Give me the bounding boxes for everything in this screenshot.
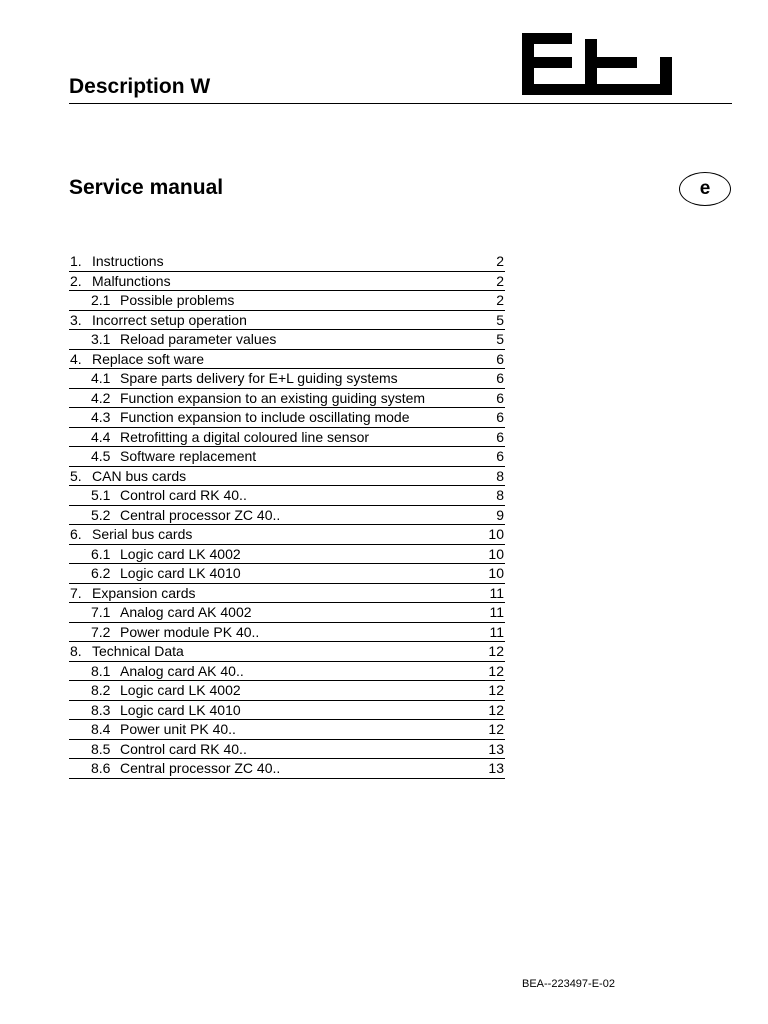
toc-entry-page: 12 bbox=[488, 721, 504, 738]
toc-entry-number: 5.2 bbox=[91, 506, 111, 523]
toc-entry[interactable] bbox=[69, 720, 505, 740]
toc-entry-page: 6 bbox=[496, 389, 504, 406]
toc-entry[interactable] bbox=[69, 272, 505, 292]
toc-entry-page: 5 bbox=[496, 331, 504, 348]
manual-subtitle: Service manual bbox=[69, 176, 224, 199]
toc-entry[interactable] bbox=[69, 408, 505, 428]
toc-entry-number: 3.1 bbox=[91, 331, 111, 348]
toc-entry-page: 8 bbox=[496, 487, 504, 504]
toc-entry-page: 11 bbox=[489, 604, 504, 621]
document-code: BEA--223497-E-02 bbox=[522, 978, 615, 990]
toc-entry-label: Instructions bbox=[92, 253, 164, 270]
toc-entry-page: 6 bbox=[496, 370, 504, 387]
toc-entry[interactable] bbox=[69, 350, 505, 370]
toc-entry-page: 6 bbox=[496, 409, 504, 426]
toc-entry-number: 6.2 bbox=[91, 565, 111, 582]
toc-entry-number: 2.1 bbox=[91, 292, 111, 309]
toc-entry-number: 8.6 bbox=[91, 760, 111, 777]
toc-entry-label: Logic card LK 4010 bbox=[120, 701, 241, 718]
toc-entry-page: 6 bbox=[496, 428, 504, 445]
toc-entry[interactable] bbox=[69, 311, 505, 331]
toc-entry-number: 5.1 bbox=[91, 487, 111, 504]
toc-entry-label: Expansion cards bbox=[92, 584, 196, 601]
toc-entry-label: Software replacement bbox=[120, 448, 257, 465]
toc-entry-page: 2 bbox=[496, 272, 504, 289]
toc-entry-number: 2. bbox=[70, 272, 82, 289]
toc-entry[interactable] bbox=[69, 564, 505, 584]
toc-entry-page: 13 bbox=[488, 760, 504, 777]
toc-entry-number: 6.1 bbox=[91, 545, 111, 562]
toc-entry-label: Power module PK 40.. bbox=[120, 623, 260, 640]
toc-entry-label: Central processor ZC 40.. bbox=[120, 760, 281, 777]
toc-entry-label: Power unit PK 40.. bbox=[120, 721, 236, 738]
toc-entry-number: 4. bbox=[70, 350, 82, 367]
toc-entry-page: 12 bbox=[488, 643, 504, 660]
toc-entry-number: 7.2 bbox=[91, 623, 111, 640]
toc-entry[interactable] bbox=[69, 759, 505, 779]
toc-entry[interactable] bbox=[69, 252, 505, 272]
toc-entry[interactable] bbox=[69, 701, 505, 721]
toc-entry[interactable] bbox=[69, 330, 505, 350]
toc-entry[interactable] bbox=[69, 584, 505, 604]
toc-entry-page: 6 bbox=[496, 350, 504, 367]
toc-entry[interactable] bbox=[69, 291, 505, 311]
toc-entry-label: Logic card LK 4002 bbox=[120, 682, 241, 699]
toc-entry-page: 11 bbox=[489, 623, 504, 640]
toc-entry-label: Serial bus cards bbox=[92, 526, 193, 543]
toc-entry-label: Logic card LK 4002 bbox=[120, 545, 241, 562]
toc-entry-page: 13 bbox=[488, 740, 504, 757]
toc-entry[interactable] bbox=[69, 545, 505, 565]
company-logo bbox=[522, 33, 672, 95]
toc-entry-page: 5 bbox=[496, 311, 504, 328]
toc-entry-label: Spare parts delivery for E+L guiding systems bbox=[120, 370, 398, 387]
toc-entry[interactable] bbox=[69, 603, 505, 623]
toc-entry[interactable] bbox=[69, 525, 505, 545]
toc-entry[interactable] bbox=[69, 681, 505, 701]
toc-entry-number: 5. bbox=[70, 467, 82, 484]
toc-entry-page: 10 bbox=[488, 565, 504, 582]
toc-entry-label: Central processor ZC 40.. bbox=[120, 506, 281, 523]
toc-entry-label: Technical Data bbox=[92, 643, 184, 660]
toc-entry[interactable] bbox=[69, 447, 505, 467]
toc-entry-page: 2 bbox=[496, 292, 504, 309]
toc-entry-number: 8.2 bbox=[91, 682, 111, 699]
toc-entry-label: Logic card LK 4010 bbox=[120, 565, 241, 582]
toc-entry[interactable] bbox=[69, 467, 505, 487]
toc-entry-label: Replace soft ware bbox=[92, 350, 205, 367]
toc-entry-number: 4.1 bbox=[91, 370, 111, 387]
toc-entry-number: 8.4 bbox=[91, 721, 111, 738]
toc-entry-page: 11 bbox=[489, 584, 504, 601]
toc-entry-number: 8.5 bbox=[91, 740, 111, 757]
toc-entry[interactable] bbox=[69, 662, 505, 682]
toc-entry[interactable] bbox=[69, 506, 505, 526]
toc-entry-number: 4.2 bbox=[91, 389, 111, 406]
toc-entry-number: 4.4 bbox=[91, 428, 111, 445]
toc-entry-label: Function expansion to an existing guiding system bbox=[120, 389, 426, 406]
header-divider bbox=[69, 103, 732, 104]
toc-entry-label: Control card RK 40.. bbox=[120, 740, 247, 757]
toc-entry[interactable] bbox=[69, 642, 505, 662]
toc-entry-label: Retrofitting a digital coloured line sensor bbox=[120, 428, 370, 445]
toc-entry-page: 12 bbox=[488, 662, 504, 679]
toc-entry-number: 1. bbox=[70, 253, 82, 270]
toc-entry-label: Control card RK 40.. bbox=[120, 487, 247, 504]
toc-entry-page: 10 bbox=[488, 526, 504, 543]
document-title: Description W bbox=[69, 75, 211, 98]
toc-entry-number: 4.3 bbox=[91, 409, 111, 426]
toc-entry-label: Function expansion to include oscillating mode bbox=[120, 409, 410, 426]
toc-entry[interactable] bbox=[69, 740, 505, 760]
toc-entry-number: 8.3 bbox=[91, 701, 111, 718]
toc-entry-page: 12 bbox=[488, 682, 504, 699]
toc-entry[interactable] bbox=[69, 428, 505, 448]
language-badge: e bbox=[679, 172, 731, 206]
toc-entry-number: 4.5 bbox=[91, 448, 111, 465]
toc-entry-label: Incorrect setup operation bbox=[92, 311, 247, 328]
toc-entry-label: Malfunctions bbox=[92, 272, 171, 289]
toc-entry-label: CAN bus cards bbox=[92, 467, 187, 484]
toc-entry-label: Analog card AK 4002 bbox=[120, 604, 252, 621]
toc-entry-page: 2 bbox=[496, 253, 504, 270]
toc-entry-label: Reload parameter values bbox=[120, 331, 277, 348]
toc-entry-page: 8 bbox=[496, 467, 504, 484]
toc-entry[interactable] bbox=[69, 369, 505, 389]
table-of-contents bbox=[69, 252, 505, 779]
toc-entry-label: Possible problems bbox=[120, 292, 235, 309]
toc-entry-page: 12 bbox=[488, 701, 504, 718]
toc-entry-page: 6 bbox=[496, 448, 504, 465]
toc-entry-number: 8.1 bbox=[91, 662, 111, 679]
toc-entry-page: 9 bbox=[496, 506, 504, 523]
toc-entry-number: 7. bbox=[70, 584, 82, 601]
toc-entry-number: 8. bbox=[70, 643, 82, 660]
toc-entry-number: 7.1 bbox=[91, 604, 111, 621]
toc-entry-label: Analog card AK 40.. bbox=[120, 662, 244, 679]
toc-entry-number: 3. bbox=[70, 311, 82, 328]
toc-entry[interactable] bbox=[69, 623, 505, 643]
toc-entry-number: 6. bbox=[70, 526, 82, 543]
toc-entry-page: 10 bbox=[488, 545, 504, 562]
toc-entry[interactable] bbox=[69, 486, 505, 506]
toc-entry[interactable] bbox=[69, 389, 505, 409]
